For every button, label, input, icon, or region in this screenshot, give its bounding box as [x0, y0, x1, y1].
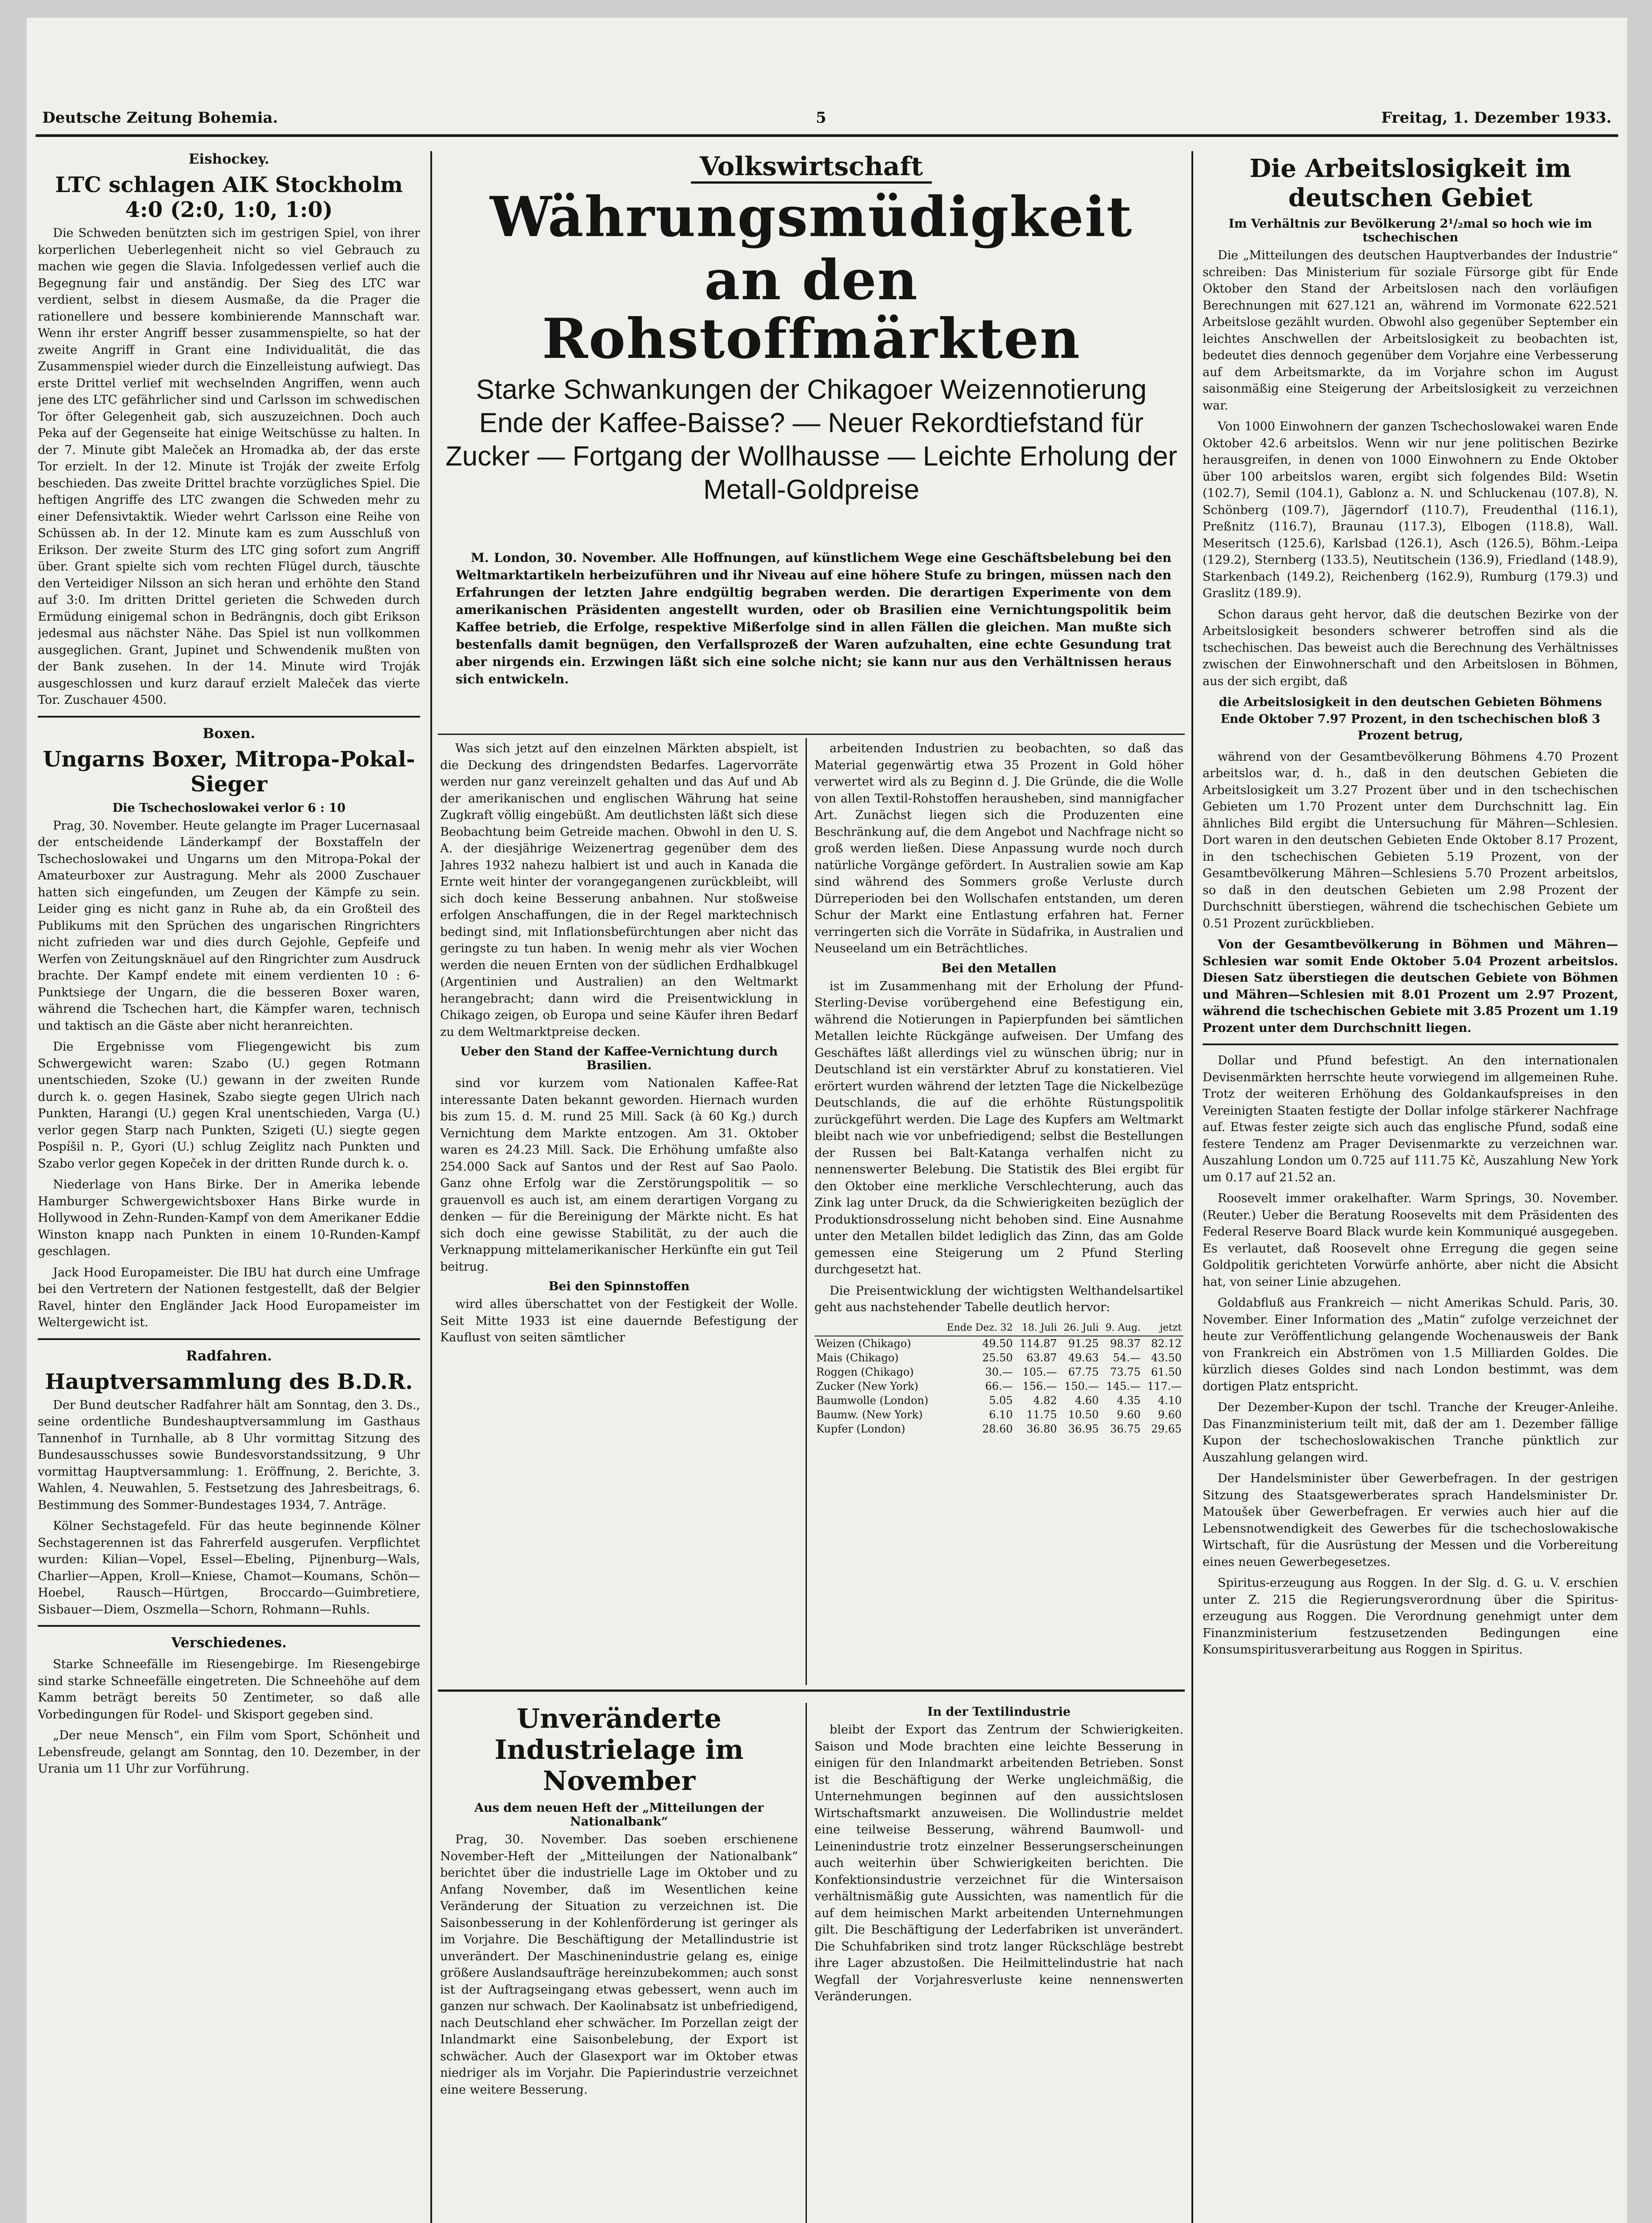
table-cell: 9.60 — [1117, 1408, 1141, 1421]
arbeitslosigkeit-headline: Die Arbeitslosigkeit im deutschen Gebiet — [1249, 154, 1572, 213]
table-cell: 30.— — [985, 1365, 1013, 1378]
price-table — [814, 1320, 1183, 1436]
center-lead — [456, 549, 1171, 731]
table-cell: 105.— — [1022, 1365, 1057, 1378]
column-rule-right — [1191, 151, 1193, 2223]
left-column — [38, 147, 420, 2223]
article-text-2: sind vor kurzem vom Nationalen Kaffee-Rat interessante Daten bekannt geworden. Hiernach wurden bis zum 15. d. M. rund 25 Mill. Sack (à 60 Kg.) durch Vernichtung dem Markte entzogen. Am 31. Oktober waren es 24.23 Mill. Sack. Die Erhöhung umfaßte also 254.000 Sack auf Santos und der Rest auf Sao Paolo. Ganz ohne Erfolg war die Zerstörungspolitik — so grauenvoll es auch ist, am einem derartigen Vorgang zu denken — für die Bereinigung der Märkte nicht. Es hat sich doch eine gewisse Stabilität, zu der auch die Verknappung mittelamerikanischer Herkünfte ein gut Teil beitrug. — [440, 1076, 798, 1274]
table-row — [814, 1408, 1183, 1422]
issue-date: Freitag, 1. Dezember 1933. — [1381, 109, 1612, 127]
table-cell: 29.65 — [1151, 1422, 1182, 1435]
right-highlight-1: die Arbeitslosigkeit in den deutschen Gebieten Böhmens Ende Oktober 7.97 Prozent, in den tschechischen bloß 3 Prozent betrug, — [1219, 695, 1602, 742]
price-table-body — [814, 1336, 1183, 1436]
lead-paragraph: M. London, 30. November. Alle Hoffnungen, auf künstlichem Wege eine Geschäftsbelebung bei den Weltmarktartikeln herbeizuführen und ihr Niveau auf eine höhere Stufe zu bringen, müssen nach den Erfahrungen der letzten Jahre endgültig begraben werden. Die derartigen Experimente von dem amerikanischen Präsidenten angestellt wurden, oder ob Brasilien eine Vernichtungspolitik beim Kaffee betrieb, die Erfolge, respektive Mißerfolge sind in allen Fällen die gleichen. Man mußte sich bestenfalls damit begnügen, den Verfallsprozeß der Waren aufzuhalten, eine echte Gesundung trat aber nirgends ein. Erzwingen läßt sich eine solche nicht; sie kann nur aus den Verhältnissen heraus sich entwickeln. — [456, 550, 1171, 686]
table-cell: 49.63 — [1068, 1351, 1099, 1364]
center-bottom-mid-rule — [806, 1703, 807, 2223]
table-cell: 36.80 — [1026, 1422, 1057, 1435]
table-row — [814, 1393, 1183, 1408]
brief-3: Goldabfluß aus Frankreich — nicht Amerikas Schuld. Paris, 30. November. Einer Information des „Matin“ zufolge verzeichnet der heute zur Veröffentlichung gelangende Wochenausweis der Bank von Frankreich ein Abströmen von 1.5 Milliarden Goldes. Die kürzlich dieses Goldes sind nach London bestimmt, was dem dortigen Platz entspricht. — [1203, 1296, 1618, 1393]
column-rule-left — [430, 151, 432, 2223]
table-cell: 117.— — [1147, 1380, 1182, 1392]
price-table-header-cell: Ende Dez. 32 — [939, 1320, 1014, 1336]
table-cell: 73.75 — [1110, 1365, 1141, 1378]
industry-headline: Unveränderte Industrielage im November — [494, 1703, 744, 1797]
brief-6: Spiritus-erzeugung aus Roggen. In der Slg. d. G. u. V. erschien unter Z. 215 die Regierungsverordnung über die Spiritus-erzeugung aus Roggen. Die Verordnung genehmigt unter dem Finanzministerium festzusetzenden Bedingungen eine Konsumspiritusverarbeitung aus Roggen in Spiritus. — [1203, 1576, 1618, 1657]
price-table-header-cell — [814, 1320, 939, 1336]
table-row — [814, 1422, 1183, 1436]
verschiedenes-section: Verschiedenes. — [171, 1635, 287, 1651]
table-cell: 43.50 — [1151, 1351, 1182, 1364]
price-table-header-cell: 9. Aug. — [1101, 1320, 1143, 1336]
table-cell: 49.50 — [982, 1337, 1013, 1350]
price-table-header — [814, 1320, 1183, 1336]
table-cell: Baumw. (New York) — [816, 1408, 923, 1421]
table-cell: 36.75 — [1110, 1422, 1141, 1435]
table-row — [814, 1365, 1183, 1379]
boxen-text-2: Die Ergebnisse vom Fliegengewicht bis zum Schwergewicht waren: Szabo (U.) gegen Rotmann unentschieden, Szoke (U.) gewann in der zweiten Runde durch k. o. gegen Hasinek, Szabo siegte gegen Ulrich nach Punkten, Harangi (U.) gegen Kral unentschieden, Varga (U.) verlor gegen Starp nach Punkten, Szigeti (U.) siegte gegen Pospíšil n. P., Gyori (U.) schlug Zeiglitz nach Punkten und Szabo verlor gegen Kopeček in der dritten Runde durch k. o. — [38, 1040, 420, 1171]
center-column-2 — [814, 740, 1183, 1685]
brief-1: Dollar und Pfund befestigt. An den internationalen Devisenmärkten herrschte heute vorwiegend im allgemeinen Ruhe. Trotz der weiteren Erhöhung des Goldankaufspreises in den Vereinigten Staaten festigte der Dollar infolge stärkerer Nachfrage auf. Etwas fester zeigte sich auch das englische Pfund, sodaß eine festere Tendenz am Prager Devisenmarkte zu verzeichnen war. Auszahlung London um 0.725 auf 111.75 Kč, Auszahlung New York um 0.17 auf 21.52 an. — [1203, 1054, 1618, 1184]
article-text-5: ist im Zusammenhang mit der Erholung der Pfund-Sterling-Devise vorübergehend eine Befestigung ein, während die Notierungen in Papierpfunden bei sämtlichen Metallen leichte Rückgänge aufweisen. Der Umfang des Geschäftes läßt allerdings viel zu wünschen übrig; nur in Deutschland ist ein verstärkter Abruf zu konstatieren. Viel erörtert wurden während der letzten Tage die Nickelbezüge Deutschlands, die auf die erhöhte Rüstungspolitik zurückgeführt werden. Die Lage des Kupfers am Weltmarkt bleibt nach wie vor unbefriedigend; selbst die Bestellungen der Russen bei Balt-Katanga verhalfen nicht zu nennenswerter Belebung. Die Statistik des Blei ergibt für den Oktober eine merkliche Verschlechterung, auch das Zink lag unter Druck, da die Schwierigkeiten bezüglich der Produktionsdrosselung nicht behoben sind. Eine Ausnahme unter den Metallen bildet lediglich das Zinn, das am Golde gemessen eine Steigerung um 2 Pfund Sterling durchgesetzt hat. — [814, 979, 1183, 1276]
article-text-4: arbeitenden Industrien zu beobachten, so daß das Material gegenwärtig etwa 35 Prozent in Gold höher verwertet wird als zu Beginn d. J. Die Gründe, die die Wolle von allen Textil-Rohstoffen herausheben, sind mannigfacher Art. Zunächst liegen sich die Produzenten eine Beschränkung auf, die dem Angebot und Nachfrage nicht so groß werden ließen. Diese Anpassung wurde noch durch natürliche Vorgänge gefördert. In Australien sowie am Kap sind während des Sommers große Verluste durch Dürreperioden bei den Wollschafen entstanden, um deren Schur der Markt eine Entlastung erfahren hat. Ferner verringerten sich die Vorräte in Südafrika, in Australien und Neuseeland um ein Beträchtliches. — [814, 742, 1183, 955]
center-mid-rule — [806, 738, 807, 1685]
table-cell: 4.82 — [1033, 1394, 1057, 1407]
table-cell: 5.05 — [989, 1394, 1013, 1407]
main-title-line2: an den Rohstoffmärkten — [542, 248, 1081, 371]
table-cell: 63.87 — [1026, 1351, 1057, 1364]
verschiedenes-text-2: „Der neue Mensch“, ein Film vom Sport, Schönheit und Lebensfreude, gelangt am Sonntag, den 10. Dezember, in der Urania um 11 Uhr zur Vorführung. — [38, 1729, 420, 1776]
table-cell: 36.95 — [1068, 1422, 1099, 1435]
page-number: 5 — [816, 109, 826, 127]
table-cell: 4.60 — [1075, 1394, 1099, 1407]
table-cell: Roggen (Chikago) — [816, 1365, 914, 1378]
main-title-line1: Währungsmüdigkeit — [489, 185, 1133, 249]
boxen-section: Boxen. — [202, 725, 256, 742]
section-kicker: Volkswirtschaft — [691, 151, 932, 184]
table-cell: 4.10 — [1158, 1394, 1182, 1407]
left-divider-3 — [38, 1625, 420, 1627]
center-column-1 — [440, 740, 798, 1685]
radfahren-section: Radfahren. — [186, 1348, 272, 1364]
table-cell: 150.— — [1064, 1380, 1099, 1392]
table-cell: 11.75 — [1026, 1408, 1057, 1421]
right-text-3: Schon daraus geht hervor, daß die deutschen Bezirke von der Arbeitslosigkeit besonders schwerer betroffen sind als die tschechischen. Das beweist auch die Berechnung des Verhältnisses zwischen der Einwohnerschaft und den Arbeitslosen in Böhmen, aus der sich ergibt, daß — [1203, 607, 1618, 688]
table-row — [814, 1379, 1183, 1393]
right-column — [1203, 151, 1618, 2223]
article-text-1: Was sich jetzt auf den einzelnen Märkten abspielt, ist die Deckung des dringendsten Bedarfes. Lagervorräte werden nur ganz vereinzelt gehalten und das Auf und Ab der amerikanischen und englischen Währung hat seine Zugkraft völlig eingebüßt. Am deutlichsten läßt sich diese Beobachtung beim Getreide machen. Obwohl in den U. S. A. der diesjährige Weizenertrag gegenüber dem des Jahres 1932 nahezu halbiert ist und auch in Kanada die Ernte weit hinter der vorangegangenen zurückbleibt, will sich doch keine Besserung anbahnen. Nur stoßweise erfolgen Anschaffungen, die in der Regel marktechnisch bedingt sind, mit Inflationsbefürchtungen aber nicht das geringste zu tun haben. In wenig mehr als vier Wochen werden die neuen Ernten von der südlichen Erdhalbkugel (Argentinien und Australien) an den Weltmarkt herangebracht; dann wird die Preisentwicklung in Chikago zeigen, ob Europa und seine Käufer ihren Bedarf zu dem Weltmarktpreise decken. — [440, 742, 798, 1039]
eishockey-section: Eishockey. — [188, 151, 269, 167]
verschiedenes-text-1: Starke Schneefälle im Riesengebirge. Im Riesengebirge sind starke Schneefälle eingetreten. Die Schneehöhe auf dem Kamm beträgt bereits 50 Zentimeter, so daß alle Vorbedingungen für Rodel- und Skisport gegeben sind. — [38, 1657, 420, 1721]
left-divider-1 — [38, 716, 420, 718]
table-cell: 4.35 — [1117, 1394, 1141, 1407]
table-cell: 9.60 — [1158, 1408, 1182, 1421]
article-text-3: wird alles überschattet von der Festigkeit der Wolle. Seit Mitte 1933 ist eine dauernde Befestigung der Kauflust von seiten sämtlicher — [440, 1297, 798, 1344]
table-cell: 54.— — [1113, 1351, 1141, 1364]
right-text-4: während von der Gesamtbevölkerung Böhmens 4.70 Prozent arbeitslos war, d. h., daß in den deutschen Gebieten die Arbeitslosigkeit um 3.27 Prozent über und in den tschechischen Gebieten um 1.70 Prozent unter dem Durchschnitt lag. Ein ähnliches Bild ergibt die Untersuchung für Mähren—Schlesien. Dort waren in den deutschen Gebieten Ende Oktober 8.17 Prozent, in den tschechischen Gebieten 5.19 Prozent, von der Gesamtbevölkerung Mähren—Schlesiens 5.70 Prozent arbeitslos, so daß in den deutschen Gebieten um 2.98 Prozent der Durchschnitt überstiegen, während die tschechischen Gebiete um 0.51 Prozent zurückblieben. — [1203, 750, 1618, 931]
table-cell: 98.37 — [1110, 1337, 1141, 1350]
table-cell: 82.12 — [1151, 1337, 1182, 1350]
right-highlight-2: Von der Gesamtbevölkerung in Böhmen und Mähren—Schlesien war somit Ende Oktober 5.04 Prozent arbeitslos. Diesen Satz überstiegen die deutschen Gebiete von Böhmen und Mähren—Schlesien mit 8.01 Prozent um 2.97 Prozent, während die tschechischen Gebiete mit 3.85 Prozent um 1.19 Prozent unter dem Durchschnitt liegen. — [1203, 938, 1618, 1035]
brief-2: Roosevelt immer orakelhafter. Warm Springs, 30. November. (Reuter.) Ueber die Beratung Roosevelts mit dem Präsidenten des Federal Reserve Board Black wurde kein Kommuniqué ausgegeben. Es verlautet, daß Roosevelt ohne Erregung die gegen seine Goldpolitik gerichteten Vorwürfe anhörte, aber nicht die Absicht hat, von seiner Linie abzugehen. — [1203, 1192, 1618, 1289]
center-top — [442, 151, 1180, 547]
textil-subhead: In der Textilindustrie — [927, 1705, 1071, 1719]
eishockey-headline: LTC schlagen AIK Stockholm 4:0 (2:0, 1:0, 1:0) — [55, 173, 403, 222]
industry-text-1: Prag, 30. November. Das soeben erschienene November-Heft der „Mitteilungen der Nationalbank“ berichtet über die industrielle Lage im Oktober und zu Anfang November, daß im Wesentlichen keine Veränderung der Situation zu verzeichnen ist. Die Saisonbesserung in der Kohlenförderung ist geringer als im Vorjahre. Die Beschäftigung der Metallindustrie ist unverändert. Der Maschinenindustrie gelang es, einige größere Auslandsaufträge hereinzubekommen; auch sonst ist der Auftragseingang etwas gebessert, wenn auch im ganzen nur schwach. Der Kaolinabsatz ist unbefriedigend, nach Deutschland eher schwächer. Im Porzellan zeigt der Inlandmarkt eine Saisonbelebung, der Export ist schwächer. Auch der Glasexport war im Oktober etwas niedriger als im Vorjahr. Die Papierindustrie verzeichnet eine weitere Besserung. — [440, 1833, 798, 2097]
paper-name: Deutsche Zeitung Bohemia. — [42, 109, 278, 127]
right-text-2: Von 1000 Einwohnern der ganzen Tschechoslowakei waren Ende Oktober 42.6 arbeitslos. Wenn wir nur jene politischen Bezirke herausgreifen, in denen von 1000 Einwohnern zu Ende Oktober über 100 arbeitslos waren, ergibt sich folgendes Bild: Wsetin (102.7), Semil (104.1), Gablonz a. N. und Schluckenau (107.8), N. Schönberg (109.7), Jägerndorf (110.7), Freudenthal (116.1), Preßnitz (116.7), Braunau (117.3), Elbogen (118.8), Wall. Meseritsch (125.6), Karlsbad (126.1), Asch (126.5), Böhm.-Leipa (129.2), Sternberg (133.5), Neutitschein (136.9), Friedland (148.9), Starkenbach (149.2), Reichenberg (162.9), Rumburg (179.3) und Graslitz (189.9). — [1203, 420, 1618, 600]
brief-5: Der Handelsminister über Gewerbefragen. In der gestrigen Sitzung des Staatsgewerberates sprach Handelsminister Dr. Matoušek über Gewerbefragen. Er verwies auch hier auf die Lebensnotwendigkeit des Gewerbes für die tschechoslowakische Wirtschaft, für die Ausrüstung der Messen und die Vorbereitung eines neuen Gewerbegesetzes. — [1203, 1472, 1618, 1569]
boxen-headline: Ungarns Boxer, Mitropa-Pokal-Sieger — [43, 746, 415, 797]
table-cell: Mais (Chikago) — [816, 1351, 899, 1364]
table-row — [814, 1351, 1183, 1365]
right-divider — [1203, 1043, 1618, 1045]
boxen-subhead: Die Tschechoslowakei verlor 6 : 10 — [112, 801, 346, 815]
table-cell: Weizen (Chikago) — [816, 1337, 911, 1350]
radfahren-headline: Hauptversammlung des B.D.R. — [45, 1369, 413, 1394]
table-cell: Baumwolle (London) — [816, 1394, 929, 1407]
table-cell: 114.87 — [1019, 1337, 1057, 1350]
table-cell: 6.10 — [989, 1408, 1013, 1421]
industry-text-2: bleibt der Export das Zentrum der Schwierigkeiten. Saison und Mode brachten eine leichte Besserung in einigen für den Inlandmarkt arbeitenden Betrieben. Sonst ist die Beschäftigung der Werke ungleichmäßig, die Unternehmungen beginnen auf den aussichtslosen Wirtschaftsmarkt anzuweisen. Die Wollindustrie meldet eine teilweise Besserung, während Baumwoll- und Leinenindustrie trotz einzelner Besserungserscheinungen auch weiterhin über Schwierigkeiten berichten. Die Konfektionsindustrie verzeichnet für die Wintersaison verhältnismäßig gute Aussichten, was namentlich für die auf dem heimischen Markt arbeitenden Unternehmungen gilt. Die Beschäftigung der Lederfabriken ist unverändert. Die Schuhfabriken sind trotz langer Rückschläge bestrebt ihre Lager abzustoßen. Die Heilmittelindustrie hat nach Wegfall der Vorjahresverluste keine nennenswerten Veränderungen. — [814, 1723, 1183, 2003]
center-bottom-divider — [438, 1689, 1185, 1692]
eishockey-text: Die Schweden benützten sich im gestrigen Spiel, von ihrer korperlichen Ueberlegenheit nicht so viel Gebrauch zu machen wie gegen die Slavia. Infolgedessen verlief auch die Begegnung fair und anständig. Der Sieg des LTC war verdient, selbst in diesem Ausmaße, da die Prager die rationellere und bessere kombinierende Mannschaft war. Wenn ihr erster Angriff besser zusammenspielte, so hat der zweite Angriff in Grant eine Individualität, die das Zusammenspiel wieder durch die Einzelleistung aufwiegt. Das erste Drittel verlief mit wechselnden Angriffen, wenn auch jene des LTC gefährlicher sind und Carlsson im schwedischen Tor öfter Gelegenheit gab, sich auszuzeichnen. Doch auch Peka auf der Gegenseite hat einige Weitschüsse zu halten. In der 7. Minute gibt Maleček an Hromadka ab, der das erste Tor erzielt. In der 12. Minute ist Troják der zweite Erfolg beschieden. Das zweite Drittel brachte vorzügliches Spiel. Die heftigen Angriffe des LTC zwangen die Schweden mehr zu einer Defensivtaktik. Wieder wehrt Carlsson eine Reihe von Schüssen ab. In der 12. Minute kam es zum Ausschluß von Erikson. Der zweite Sturm des LTC ging sofort zum Angriff über. Grant spielte sich vom rechten Flügel durch, täuschte den Verteidiger Nilsson an sich heran und erhöhte den Stand auf 3:0. Im dritten Drittel gerieten die Schweden durch Ermüdung einigemal schon in Bedrängnis, doch gibt Erikson jedesmal aus nächster Nähe. Das Spiel ist nun vollkommen ausgeglichen. Grant, Jupinet und Schwendenik mußten von der Bank zusehen. In der 14. Minute wird Troják ausgeschlossen und kurz darauf erzielt Maleček das vierte Tor. Zuschauer 4500. — [38, 226, 420, 707]
table-cell: 91.25 — [1068, 1337, 1099, 1350]
table-cell: Kupfer (London) — [816, 1422, 906, 1435]
metalle-subhead: Bei den Metallen — [941, 961, 1057, 975]
boxen-text-1: Prag, 30. November. Heute gelangte im Prager Lucernasaal der entscheidende Länderkampf der Boxstaffeln der Tschechoslowakei und Ungarns um den Mitropa-Pokal der Amateurboxer zur Austragung. Mehr als 2000 Zuschauer hatten sich eingefunden, um Zeugen der Kämpfe zu sein. Leider ging es nicht ganz in Ruhe ab, da ein Großteil des Publikums mit den Sprüchen des ungarischen Ringrichters nicht zufrieden war und dies durch Gejohle, Gepfeife und Werfen von Zeitungsknäuel auf den Ringrichter zum Ausdruck brachte. Der Kampf endete mit einem verdienten 10 : 6-Punktsiege der Ungarn, die die besseren Boxer waren, während die Tschechen hart, die Kämpfer waren, technisch und taktisch an die Gäste aber nicht heranreichten. — [38, 819, 420, 1033]
radfahren-text-1: Der Bund deutscher Radfahrer hält am Sonntag, den 3. Ds., seine ordentliche Bundeshauptversammlung im Gasthaus Tannenhof in Turnhalle, ab 8 Uhr vormittag Sitzung des Bundesausschusses sowie Bundesvorstandssitzung, 9 Uhr vormittag Hauptversammlung: 1. Eröffnung, 2. Berichte, 3. Wahlen, 4. Neuwahlen, 5. Festsetzung des Jahresbeitrags, 6. Bestimmung des Sommer-Bundestages 1934, 7. Anträge. — [38, 1398, 420, 1512]
table-cell: 156.— — [1022, 1380, 1057, 1392]
left-divider-2 — [38, 1338, 420, 1340]
table-intro: Die Preisentwicklung der wichtigsten Welthandelsartikel geht aus nachstehender Tabelle deutlich hervor: — [814, 1284, 1183, 1314]
main-subheadline: Starke Schwankungen der Chikagoer Weizennotierung Ende der Kaffee-Baisse? — Neuer Rekordtiefstand für Zucker — Fortgang der Wollhausse — Leichte Erholung der Metall-Goldpreise — [445, 374, 1178, 505]
center-bottom-left — [440, 1701, 798, 2223]
table-cell: 25.50 — [982, 1351, 1013, 1364]
table-cell: 10.50 — [1068, 1408, 1099, 1421]
industry-subhead: Aus dem neuen Heft der „Mitteilungen der Nationalbank“ — [474, 1801, 764, 1829]
table-cell: Zucker (New York) — [816, 1380, 918, 1392]
spinnstoffe-subhead: Bei den Spinnstoffen — [548, 1280, 690, 1293]
right-text-1: Die „Mitteilungen des deutschen Hauptverbandes der Industrie“ schreiben: Das Ministerium für soziale Fürsorge gibt für Ende Oktober den Stand der Arbeitslosen nach den vorläufigen Berechnungen mit 627.121 an, während im Vormonate 622.521 Arbeitslose gezählt wurden. Obwohl also gegenüber September ein leichtes Anschwellen der Arbeitslosigkeit zu beobachten ist, bedeutet dies dennoch gegenüber dem Vorjahre eine Verbesserung auf dem Arbeitsmarkte, da im Vorjahre schon im August saisonmäßig eine Steigerung der Arbeitslosigkeit zu verzeichnen war. — [1203, 249, 1618, 413]
table-cell: 66.— — [985, 1380, 1013, 1392]
table-cell: 28.60 — [982, 1422, 1013, 1435]
table-cell: 61.50 — [1151, 1365, 1182, 1378]
newspaper-page — [27, 18, 1627, 2223]
kaffee-subhead: Ueber den Stand der Kaffee-Vernichtung durch Brasilien. — [460, 1045, 778, 1072]
center-bottom-right — [814, 1701, 1183, 2223]
lead-rule — [438, 734, 1185, 735]
brief-4: Der Dezember-Kupon der tschl. Tranche der Kreuger-Anleihe. Das Finanzministerium teilt mit, daß der am 1. Dezember fällige Kupon der tschechoslowakischen Tranche pünktlich zur Auszahlung gelangen wird. — [1203, 1400, 1618, 1465]
table-cell: 145.— — [1106, 1380, 1141, 1392]
price-table-header-cell: jetzt — [1143, 1320, 1183, 1336]
radfahren-text-2: Kölner Sechstagefeld. Für das heute beginnende Kölner Sechstagerennen ist das Fahrerfeld ausgerufen. Verpflichtet wurden: Kilian—Vopel, Essel—Ebeling, Pijnenburg—Wals, Charlier—Appen, Kroll—Kniese, Chamot—Koumans, Schön—Hoebel, Rausch—Hürtgen, Broccardo—Guimbretiere, Sisbauer—Diem, Oszmella—Schorn, Rohmann—Ruhls. — [38, 1519, 420, 1617]
table-cell: 67.75 — [1068, 1365, 1099, 1378]
boxen-text-4: Jack Hood Europameister. Die IBU hat durch eine Umfrage bei den Vertretern der Nationen festgestellt, daß der Belgier Ravel, hinter den Engländer Jack Hood Europameister im Weltergewicht ist. — [38, 1265, 420, 1329]
price-table-header-cell: 26. Juli — [1059, 1320, 1101, 1336]
header-rule — [36, 134, 1618, 137]
boxen-text-3: Niederlage von Hans Birke. Der in Amerika lebende Hamburger Schwergewichtsboxer Hans Birke wurde in Hollywood in Zehn-Runden-Kampf von dem Amerikaner Eddie Winston knapp nach Punkten in einem 10-Runden-Kampf geschlagen. — [38, 1178, 420, 1258]
table-row — [814, 1336, 1183, 1351]
arbeitslosigkeit-subhead: Im Verhältnis zur Bevölkerung 2¹/₂mal so hoch wie im tschechischen — [1228, 217, 1592, 245]
price-table-header-cell: 18. Juli — [1014, 1320, 1059, 1336]
